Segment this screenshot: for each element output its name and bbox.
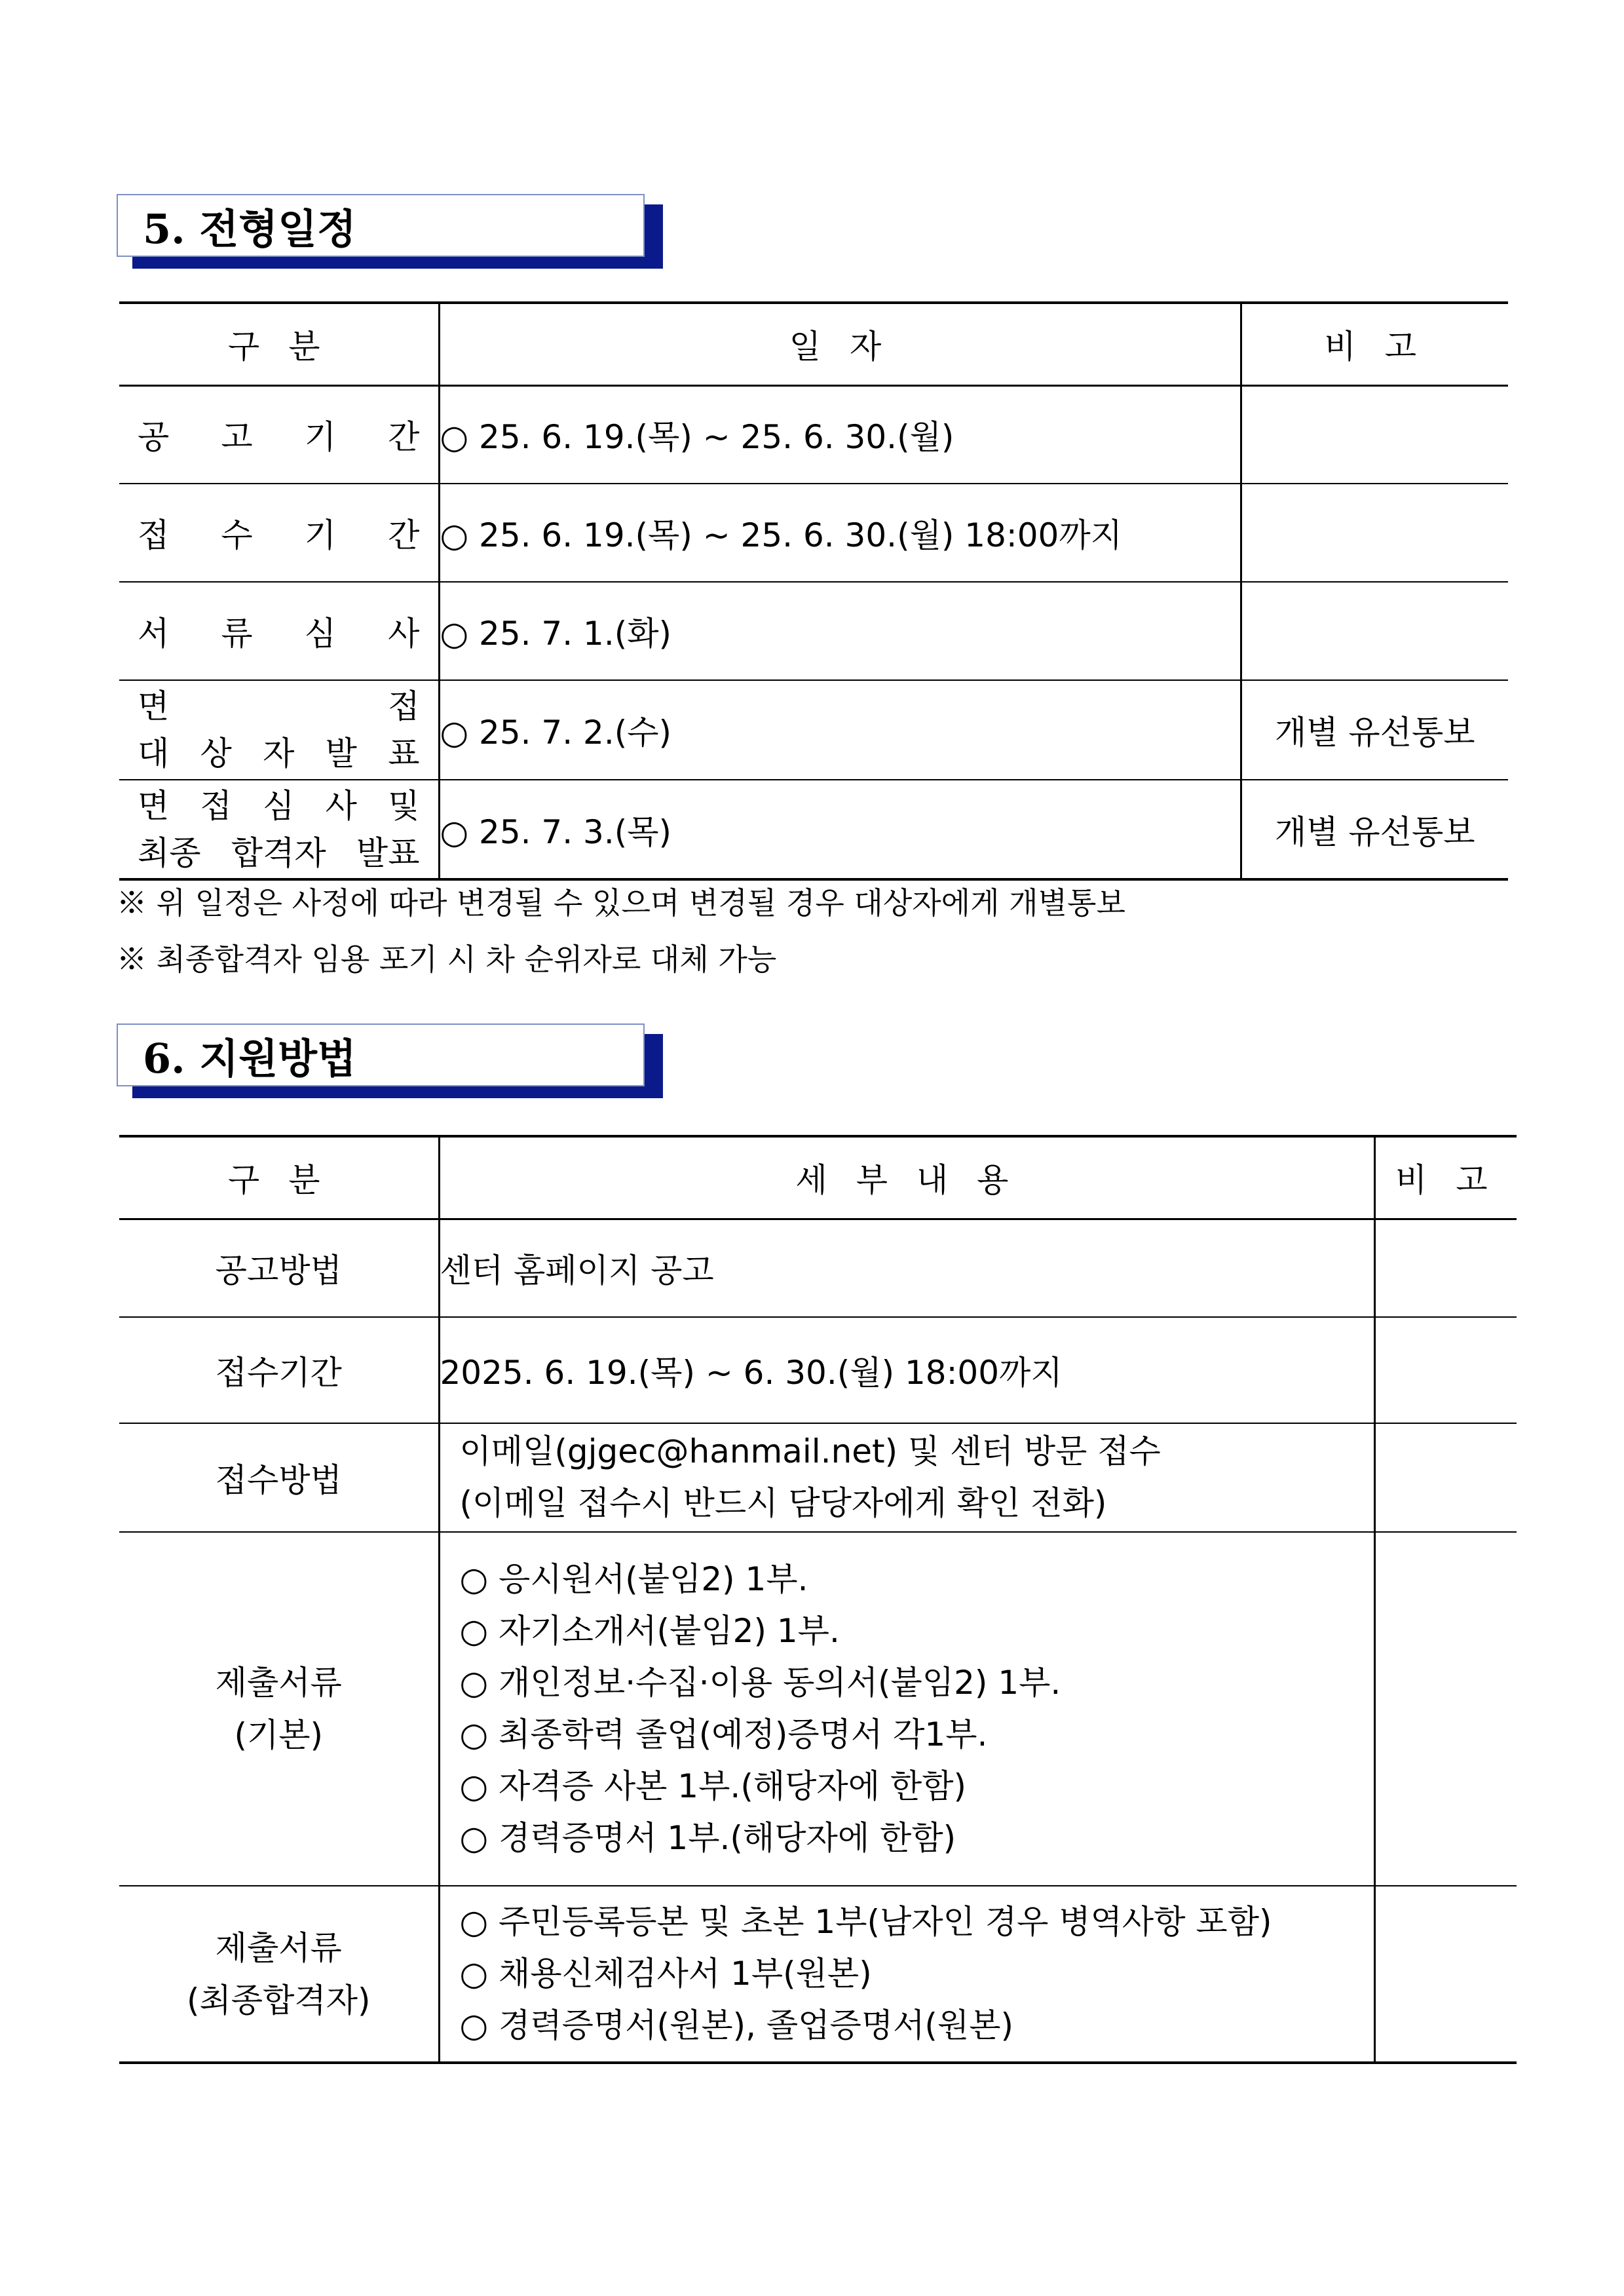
row-date: ○ 25. 7. 2.(수) bbox=[439, 680, 1241, 780]
application-table bbox=[119, 1135, 1517, 2064]
row-label: 제출서류 (기본) bbox=[119, 1532, 439, 1886]
row-label: 공고방법 bbox=[119, 1219, 439, 1317]
table-row bbox=[119, 582, 1508, 680]
row-label: 서 류 심 사 bbox=[119, 582, 439, 680]
table-row bbox=[119, 680, 1508, 780]
header-category: 구 분 bbox=[119, 303, 439, 385]
row-note bbox=[1374, 1423, 1517, 1532]
row-note bbox=[1374, 1886, 1517, 2063]
document-item: ○ 주민등록등본 및 초본 1부(남자인 경우 병역사항 포함) bbox=[459, 1903, 1272, 1941]
header-details: 세 부 내 용 bbox=[439, 1136, 1374, 1219]
row-date: ○ 25. 7. 1.(화) bbox=[439, 582, 1241, 680]
section-5-heading bbox=[117, 194, 647, 259]
row-detail bbox=[439, 1423, 1374, 1532]
table-row bbox=[119, 1886, 1517, 2063]
section-6-title: 6. 지원방법 bbox=[117, 1024, 645, 1086]
row-note bbox=[1241, 582, 1508, 680]
row-detail: 2025. 6. 19.(목) ~ 6. 30.(월) 18:00까지 bbox=[439, 1317, 1374, 1423]
row-detail bbox=[439, 1886, 1374, 2063]
detail-line: (이메일 접수시 반드시 담당자에게 확인 전화) bbox=[459, 1484, 1107, 1522]
row-date: ○ 25. 6. 19.(목) ~ 25. 6. 30.(월) 18:00까지 bbox=[439, 484, 1241, 582]
row-label: 접수기간 bbox=[119, 1317, 439, 1423]
schedule-note: ※ 최종합격자 임용 포기 시 차 순위자로 대체 가능 bbox=[117, 942, 777, 977]
application-header-row bbox=[119, 1136, 1517, 1219]
schedule-header-row bbox=[119, 303, 1508, 385]
row-note bbox=[1241, 484, 1508, 582]
document-item: ○ 응시원서(붙임2) 1부. bbox=[459, 1560, 808, 1598]
document-item: ○ 자격증 사본 1부.(해당자에 한함) bbox=[459, 1767, 967, 1805]
header-remarks: 비 고 bbox=[1374, 1136, 1517, 1219]
document-item: ○ 경력증명서 1부.(해당자에 한함) bbox=[459, 1819, 956, 1857]
row-label: 면 접 대 상 자 발 표 bbox=[119, 680, 439, 780]
row-detail bbox=[439, 1532, 1374, 1886]
section-6-heading bbox=[117, 1024, 647, 1089]
document-item: ○ 최종학력 졸업(예정)증명서 각1부. bbox=[459, 1715, 988, 1753]
document-item: ○ 자기소개서(붙임2) 1부. bbox=[459, 1612, 840, 1650]
document-item: ○ 채용신체검사서 1부(원본) bbox=[459, 1955, 872, 1993]
row-note bbox=[1374, 1317, 1517, 1423]
document-item: ○ 개인정보·수집·이용 동의서(붙임2) 1부. bbox=[459, 1664, 1061, 1702]
table-row bbox=[119, 1423, 1517, 1532]
header-category: 구 분 bbox=[119, 1136, 439, 1219]
row-label: 제출서류 (최종합격자) bbox=[119, 1886, 439, 2063]
section-5-title: 5. 전형일정 bbox=[117, 194, 645, 257]
table-row bbox=[119, 484, 1508, 582]
table-row bbox=[119, 385, 1508, 484]
header-remarks: 비 고 bbox=[1241, 303, 1508, 385]
document-item: ○ 경력증명서(원본), 졸업증명서(원본) bbox=[459, 2006, 1014, 2044]
row-note bbox=[1374, 1219, 1517, 1317]
table-row bbox=[119, 1532, 1517, 1886]
table-row bbox=[119, 780, 1508, 879]
row-note: 개별 유선통보 bbox=[1241, 680, 1508, 780]
header-date: 일 자 bbox=[439, 303, 1241, 385]
row-note bbox=[1241, 385, 1508, 484]
schedule-note: ※ 위 일정은 사정에 따라 변경될 수 있으며 변경될 경우 대상자에게 개별통보 bbox=[117, 885, 1125, 921]
row-label: 공 고 기 간 bbox=[119, 385, 439, 484]
detail-line: 이메일(gjgec@hanmail.net) 및 센터 방문 접수 bbox=[459, 1432, 1161, 1470]
row-detail: 센터 홈페이지 공고 bbox=[439, 1219, 1374, 1317]
schedule-table bbox=[119, 301, 1508, 881]
row-date: ○ 25. 6. 19.(목) ~ 25. 6. 30.(월) bbox=[439, 385, 1241, 484]
row-note: 개별 유선통보 bbox=[1241, 780, 1508, 879]
table-row bbox=[119, 1317, 1517, 1423]
row-label: 접 수 기 간 bbox=[119, 484, 439, 582]
row-note bbox=[1374, 1532, 1517, 1886]
row-label: 접수방법 bbox=[119, 1423, 439, 1532]
table-row bbox=[119, 1219, 1517, 1317]
row-label: 면 접 심 사 및 최종 합격자 발표 bbox=[119, 780, 439, 879]
row-date: ○ 25. 7. 3.(목) bbox=[439, 780, 1241, 879]
